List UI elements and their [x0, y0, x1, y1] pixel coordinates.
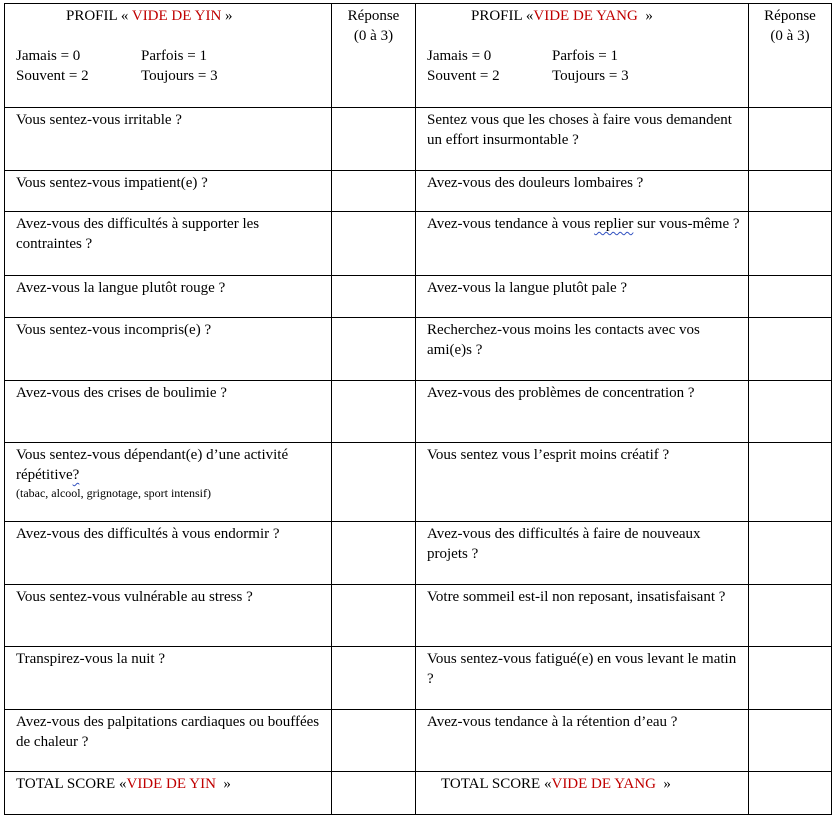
yin-question: Avez-vous des difficultés à supporter les contraintes ?	[5, 212, 332, 276]
yin-profile-title: PROFIL « VIDE DE YIN »	[66, 8, 233, 24]
yin-question: Vous sentez-vous vulnérable au stress ?	[5, 585, 332, 647]
question-row	[5, 443, 832, 522]
yin-question: Vous sentez-vous incompris(e) ?	[5, 318, 332, 381]
question-row	[5, 318, 832, 381]
scale-always: Toujours = 3	[141, 68, 218, 84]
yin-answer-cell[interactable]	[332, 522, 416, 585]
yin-header-cell	[5, 4, 332, 108]
question-row	[5, 108, 832, 171]
yang-total-cell[interactable]	[749, 772, 832, 815]
yang-answer-cell[interactable]	[749, 276, 832, 318]
yang-question: Avez-vous des difficultés à faire de nouveaux projets ?	[416, 522, 749, 585]
question-row	[5, 171, 832, 212]
question-row	[5, 381, 832, 443]
scale-never: Jamais = 0	[427, 48, 492, 64]
yin-question: Vous sentez-vous irritable ?	[5, 108, 332, 171]
yin-answer-cell[interactable]	[332, 318, 416, 381]
yang-scale-legend	[427, 46, 744, 86]
yang-question: Avez-vous tendance à la rétention d’eau ?	[416, 710, 749, 772]
spellcheck-mark: ?	[72, 467, 80, 483]
yang-answer-cell[interactable]	[749, 171, 832, 212]
question-row	[5, 212, 832, 276]
yin-answer-cell[interactable]	[332, 171, 416, 212]
yin-question: Vous sentez-vous impatient(e) ?	[5, 171, 332, 212]
yang-total-label: TOTAL SCORE «VIDE DE YANG »	[416, 772, 749, 815]
yin-total-red: VIDE DE YIN	[126, 776, 216, 792]
yin-answer-cell[interactable]	[332, 647, 416, 710]
yang-answer-cell[interactable]	[749, 522, 832, 585]
yin-total-label: TOTAL SCORE «VIDE DE YIN »	[5, 772, 332, 815]
yang-title-red: VIDE DE YANG	[533, 8, 638, 24]
yin-answer-cell[interactable]	[332, 585, 416, 647]
spellcheck-mark: replier	[594, 216, 634, 232]
yin-total-cell[interactable]	[332, 772, 416, 815]
yang-answer-cell[interactable]	[749, 212, 832, 276]
question-row	[5, 710, 832, 772]
yin-answer-cell[interactable]	[332, 276, 416, 318]
yin-answer-cell[interactable]	[332, 710, 416, 772]
yang-answer-cell[interactable]	[749, 381, 832, 443]
yin-question-note: (tabac, alcool, grignotage, sport intensif)	[16, 486, 211, 500]
yang-question: Avez-vous tendance à vous replier sur vous-même ?	[416, 212, 749, 276]
question-row	[5, 585, 832, 647]
yin-answer-cell[interactable]	[332, 212, 416, 276]
scale-often: Souvent = 2	[16, 68, 89, 84]
question-row	[5, 647, 832, 710]
yin-question: Avez-vous des palpitations cardiaques ou bouffées de chaleur ?	[5, 710, 332, 772]
yin-answer-cell[interactable]	[332, 108, 416, 171]
yin-scale-legend	[16, 46, 327, 86]
yang-question: Vous sentez-vous fatigué(e) en vous levant le matin ?	[416, 647, 749, 710]
scale-always: Toujours = 3	[552, 68, 629, 84]
total-row	[5, 772, 832, 815]
yang-question: Recherchez-vous moins les contacts avec vos ami(e)s ?	[416, 318, 749, 381]
yin-response-header: Réponse (0 à 3)	[332, 4, 416, 108]
yin-question: Avez-vous des crises de boulimie ?	[5, 381, 332, 443]
scale-never: Jamais = 0	[16, 48, 81, 64]
yang-question: Votre sommeil est-il non reposant, insatisfaisant ?	[416, 585, 749, 647]
yang-answer-cell[interactable]	[749, 710, 832, 772]
yang-question: Sentez vous que les choses à faire vous demandent un effort insurmontable ?	[416, 108, 749, 171]
yin-question: Avez-vous la langue plutôt rouge ?	[5, 276, 332, 318]
yang-total-red: VIDE DE YANG	[551, 776, 656, 792]
scale-sometimes: Parfois = 1	[141, 48, 207, 64]
header-row	[5, 4, 832, 108]
scale-often: Souvent = 2	[427, 68, 500, 84]
yang-answer-cell[interactable]	[749, 318, 832, 381]
yin-answer-cell[interactable]	[332, 443, 416, 522]
yin-question: Vous sentez-vous dépendant(e) d’une activité répétitive? (tabac, alcool, grignotage, sport intensif)	[5, 443, 332, 522]
questionnaire-table	[4, 3, 832, 815]
question-row	[5, 276, 832, 318]
yang-response-header: Réponse (0 à 3)	[749, 4, 832, 108]
yang-answer-cell[interactable]	[749, 108, 832, 171]
scale-sometimes: Parfois = 1	[552, 48, 618, 64]
yin-question: Transpirez-vous la nuit ?	[5, 647, 332, 710]
yang-answer-cell[interactable]	[749, 647, 832, 710]
yang-question: Avez-vous des douleurs lombaires ?	[416, 171, 749, 212]
yin-answer-cell[interactable]	[332, 381, 416, 443]
yang-header-cell	[416, 4, 749, 108]
yang-question: Avez-vous des problèmes de concentration ?	[416, 381, 749, 443]
yin-question: Avez-vous des difficultés à vous endormir ?	[5, 522, 332, 585]
yang-profile-title: PROFIL «VIDE DE YANG »	[471, 8, 653, 24]
yang-question: Avez-vous la langue plutôt pale ?	[416, 276, 749, 318]
yang-answer-cell[interactable]	[749, 443, 832, 522]
yang-question: Vous sentez vous l’esprit moins créatif ?	[416, 443, 749, 522]
yin-title-red: VIDE DE YIN	[131, 8, 222, 24]
question-row	[5, 522, 832, 585]
yang-answer-cell[interactable]	[749, 585, 832, 647]
